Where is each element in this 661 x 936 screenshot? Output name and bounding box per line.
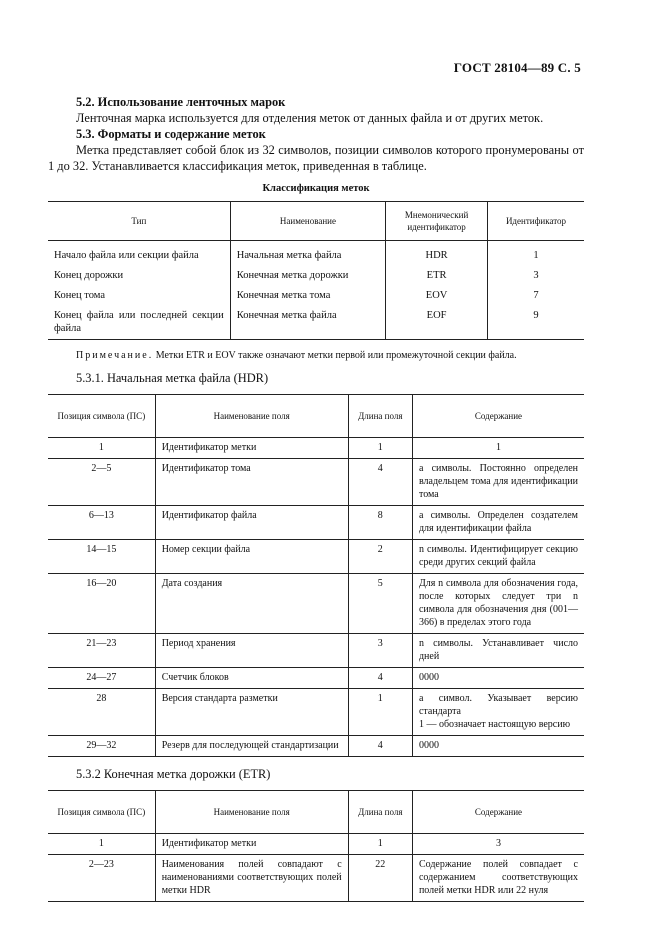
table-cell: 1 [348, 689, 412, 736]
etr-fields-table [48, 790, 584, 902]
table-row [48, 574, 584, 634]
table-cell: 8 [348, 506, 412, 540]
table-cell: Начало файла или секции файла [54, 250, 199, 261]
table-cell: Период хранения [155, 634, 348, 668]
table-cell: Конечная метка файла [230, 305, 385, 340]
subsection-title-etr: 5.3.2 Конечная метка дорожки (ETR) [76, 767, 271, 781]
table-cell: Конец файла или последней секции файла [48, 305, 230, 340]
table-row [48, 736, 584, 757]
section-heading: 5.3. Форматы и содержание меток [76, 127, 266, 141]
table-cell: 9 [488, 305, 585, 340]
table-cell: Идентификатор метки [155, 438, 348, 459]
classification-table [48, 201, 584, 340]
column-header: Позиция символа (ПС) [48, 791, 155, 834]
table-cell: Номер секции файла [155, 540, 348, 574]
column-header: Мнемонический идентификатор [386, 202, 488, 241]
hdr-fields-table [48, 394, 584, 757]
column-header: Наименование поля [155, 395, 348, 438]
table-cell: n символы. Устанавливает число дней [412, 634, 584, 668]
column-header: Идентификатор [488, 202, 585, 241]
table-cell: 1 [48, 834, 155, 855]
page-header: ГОСТ 28104—89 С. 5 [453, 60, 581, 75]
table-cell: Наименования полей совпадают с наименованиями соответствующих полей метки HDR [155, 855, 348, 902]
section-heading: 5.2. Использование ленточных марок [76, 95, 286, 109]
column-header: Содержание [412, 791, 584, 834]
table-cell: 29—32 [48, 736, 155, 757]
table-cell: 22 [348, 855, 412, 902]
table-cell: 3 [488, 265, 585, 285]
table-cell: Конечная метка дорожки [230, 265, 385, 285]
table-cell: 3 [412, 834, 584, 855]
table-cell: 1 [348, 438, 412, 459]
table-caption: Классификация меток [262, 183, 370, 194]
table-cell: 3 [348, 634, 412, 668]
table-cell: 16—20 [48, 574, 155, 634]
table-cell: 1 [488, 241, 585, 266]
table-cell: HDR [386, 241, 488, 266]
table-cell: a символы. Постоянно определен владельцем тома для идентификации тома [412, 459, 584, 506]
table-row [48, 241, 584, 266]
table-row [48, 285, 584, 305]
table-cell: Версия стандарта разметки [155, 689, 348, 736]
table-cell: Идентификатор метки [155, 834, 348, 855]
table-cell: 6—13 [48, 506, 155, 540]
table-cell: 4 [348, 736, 412, 757]
section-text: Ленточная марка используется для отделения меток от данных файла и от других меток. [76, 111, 544, 125]
table-cell: 1 [412, 438, 584, 459]
table-cell: 28 [48, 689, 155, 736]
table-row [48, 689, 584, 736]
column-header: Наименование поля [155, 791, 348, 834]
table-cell: 0000 [412, 668, 584, 689]
subsection-title-hdr: 5.3.1. Начальная метка файла (HDR) [76, 371, 269, 385]
note-text: Метки ETR и EOV также означают метки первой или промежуточной секции файла. [155, 350, 517, 361]
table-row [48, 438, 584, 459]
table-cell: 2 [348, 540, 412, 574]
table-cell: 14—15 [48, 540, 155, 574]
table-row [48, 668, 584, 689]
table-cell: Конец тома [54, 290, 105, 301]
table-cell: Конечная метка тома [230, 285, 385, 305]
table-row [48, 855, 584, 902]
table-row [48, 834, 584, 855]
table-cell: 2—23 [48, 855, 155, 902]
table-row [48, 305, 584, 340]
column-header: Позиция символа (ПС) [48, 395, 155, 438]
column-header: Длина поля [348, 395, 412, 438]
table-cell: Дата создания [155, 574, 348, 634]
table-cell: Конец дорожки [54, 270, 124, 281]
table-cell: 4 [348, 668, 412, 689]
table-cell: a символ. Указывает версию стандарта 1 — обозначает настоящую версию [412, 689, 584, 736]
page-content [48, 94, 584, 902]
table-cell: a символы. Определен создателем для идентификации файла [412, 506, 584, 540]
column-header: Содержание [412, 395, 584, 438]
table-cell: 1 [348, 834, 412, 855]
table-cell: Для n символа для обозначения года, после которых следует три n символа для обозначения дня (001—366) в пределах этого года [412, 574, 584, 634]
table-row [48, 459, 584, 506]
table-cell: EOF [386, 305, 488, 340]
table-row [48, 506, 584, 540]
table-cell: n символы. Идентифицирует секцию среди других секций файла [412, 540, 584, 574]
table-row [48, 265, 584, 285]
table-cell: 2—5 [48, 459, 155, 506]
table-cell: 1 [48, 438, 155, 459]
column-header: Тип [48, 202, 230, 241]
table-cell: 7 [488, 285, 585, 305]
table-cell: 4 [348, 459, 412, 506]
table-cell: 24—27 [48, 668, 155, 689]
table-cell: Идентификатор тома [155, 459, 348, 506]
table-cell: Счетчик блоков [155, 668, 348, 689]
table-cell: Начальная метка файла [230, 241, 385, 266]
table-row [48, 634, 584, 668]
column-header: Длина поля [348, 791, 412, 834]
table-cell: EOV [386, 285, 488, 305]
table-row [48, 540, 584, 574]
table-cell: 5 [348, 574, 412, 634]
note-label: Примечание. [76, 350, 154, 361]
table-cell: Резерв для последующей стандартизации [155, 736, 348, 757]
table-cell: 21—23 [48, 634, 155, 668]
table-cell: Идентификатор файла [155, 506, 348, 540]
section-text: Метка представляет собой блок из 32 символов, позиции символов которого пронумерованы от 1 до 32. Устанавливается классификация меток, приведенная в таблице. [48, 143, 584, 173]
table-cell: ETR [386, 265, 488, 285]
column-header: Наименование [230, 202, 385, 241]
table-note [48, 350, 584, 361]
table-cell: Содержание полей совпадает с содержанием соответствующих полей метки HDR или 22 нуля [412, 855, 584, 902]
table-cell: 0000 [412, 736, 584, 757]
